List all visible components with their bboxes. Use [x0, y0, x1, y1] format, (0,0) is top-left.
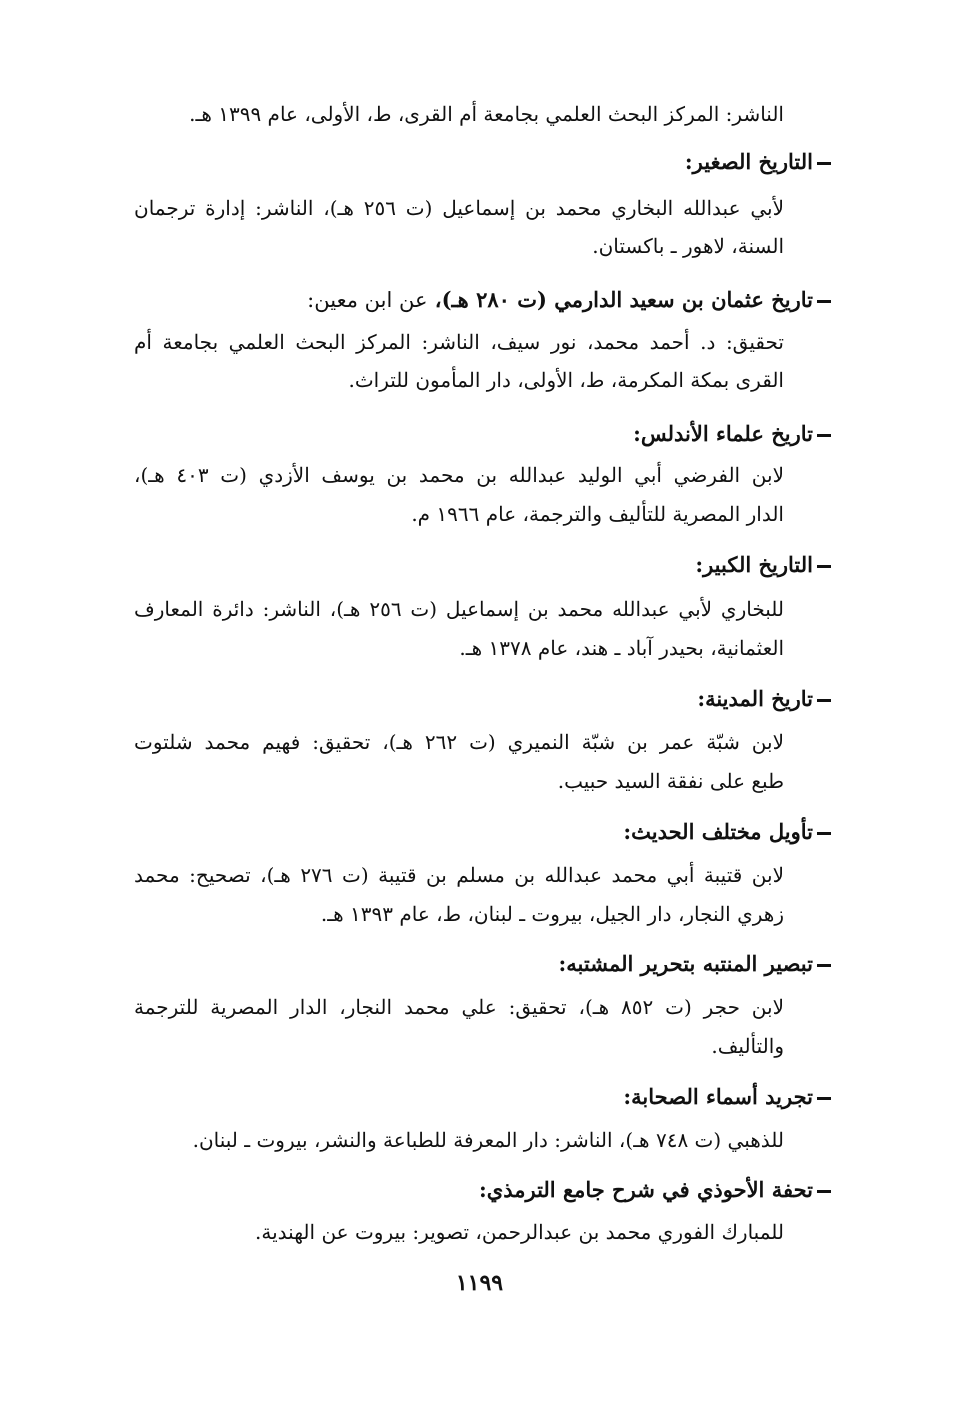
dash-marker	[817, 434, 831, 437]
dash-marker	[817, 699, 831, 702]
entry-title: التاريخ الصغير:	[684, 149, 813, 174]
entry-heading	[559, 948, 831, 980]
entry-line: العثمانية، بحيدر آباد ـ هند، عام ١٣٧٨ هـ.	[459, 636, 784, 660]
entry-heading	[623, 816, 831, 848]
entry-title-extra: عن ابن معين:	[307, 288, 428, 312]
entry-heading	[479, 1174, 831, 1206]
entry-heading	[633, 418, 831, 450]
entry-line: للمبارك الفوري محمد بن عبدالرحمن، تصوير: بيروت عن الهندية.	[255, 1220, 784, 1244]
entry-line: لابن حجر (ت ٨٥٢ هـ)، تحقيق: علي محمد النجار، الدار المصرية للترجمة	[134, 995, 784, 1019]
entry-heading	[307, 284, 831, 316]
entry-line: الدار المصرية للتأليف والترجمة، عام ١٩٦٦ م.	[411, 502, 784, 526]
dash-marker	[817, 300, 831, 303]
dash-marker	[817, 565, 831, 568]
entry-line: لابن قتيبة أبي محمد عبدالله بن مسلم بن قتيبة (ت ٢٧٦ هـ)، تصحيح: محمد	[134, 863, 784, 887]
entry-title: التاريخ الكبير:	[695, 552, 813, 577]
dash-marker	[817, 832, 831, 835]
entry-line: والتأليف.	[711, 1034, 784, 1058]
entry-title: تاريخ المدينة:	[697, 686, 813, 711]
entry-title: تاريخ علماء الأندلس:	[633, 421, 813, 446]
entry-line: للذهبي (ت ٧٤٨ هـ)، الناشر: دار المعرفة للطباعة والنشر، بيروت ـ لبنان.	[192, 1128, 784, 1152]
entry-title: تاريخ عثمان بن سعيد الدارمي (ت ٢٨٠ هـ)،	[434, 287, 813, 312]
dash-marker	[817, 162, 831, 165]
entry-line: القرى بمكة المكرمة، ط، الأولى، دار المأمون للتراث.	[348, 368, 784, 392]
page-number: ١١٩٩	[455, 1270, 504, 1296]
entry-heading	[623, 1081, 831, 1113]
entry-line: لأبي عبدالله البخاري محمد بن إسماعيل (ت ٢٥٦ هـ)، الناشر: إدارة ترجمان	[134, 196, 784, 220]
dash-marker	[817, 964, 831, 967]
entry-title: تأويل مختلف الحديث:	[623, 819, 813, 844]
dash-marker	[817, 1097, 831, 1100]
dash-marker	[817, 1190, 831, 1193]
intro-line: الناشر: المركز البحث العلمي بجامعة أم القرى، ط، الأولى، عام ١٣٩٩ هـ.	[189, 102, 784, 126]
entry-line: طبع على نفقة السيد حبيب.	[557, 769, 784, 793]
entry-line: لابن شبّة عمر بن شبّة النميري (ت ٢٦٢ هـ)، تحقيق: فهيم محمد شلتوت	[134, 730, 784, 754]
entry-title: تجريد أسماء الصحابة:	[623, 1084, 813, 1109]
entry-line: تحقيق: د. أحمد محمد، نور سيف، الناشر: المركز البحث العلمي بجامعة أم	[134, 330, 784, 354]
entry-title: تبصير المنتبه بتحرير المشتبه:	[558, 951, 813, 976]
entry-line: للبخاري لأبي عبدالله محمد بن إسماعيل (ت ٢٥٦ هـ)، الناشر: دائرة المعارف	[134, 597, 784, 621]
entry-title: تحفة الأحوذي في شرح جامع الترمذي:	[479, 1177, 813, 1202]
entry-heading	[697, 683, 831, 715]
entry-heading	[685, 146, 831, 178]
entry-heading	[695, 549, 831, 581]
entry-line: السنة، لاهور ـ باكستان.	[592, 234, 784, 258]
entry-line: لابن الفرضي أبي الوليد عبدالله بن محمد بن يوسف الأزدي (ت ٤٠٣ هـ)،	[134, 463, 784, 487]
entry-line: زهري النجار، دار الجيل، بيروت ـ لبنان، ط، عام ١٣٩٣ هـ.	[320, 902, 784, 926]
